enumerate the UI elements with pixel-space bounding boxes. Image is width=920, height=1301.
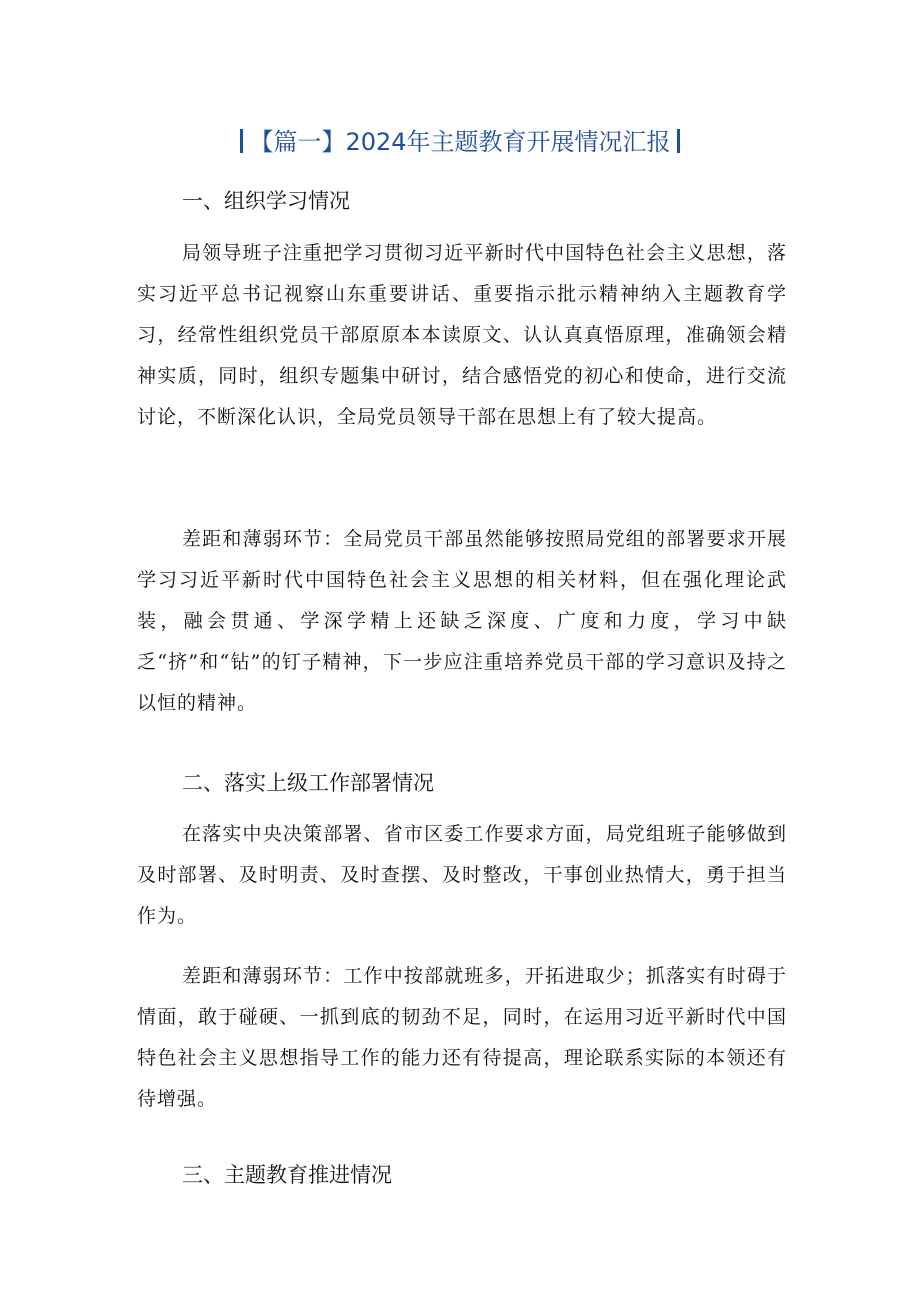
section-3-heading: 三、主题教育推进情况 <box>182 1163 392 1187</box>
title-right-bar <box>677 129 680 153</box>
section-1-paragraph-1: 局领导班子注重把学习贯彻习近平新时代中国特色社会主义思想，落实习近平总书记视察山东重要讲话、重要指示批示精神纳入主题教育学习，经常性组织党员干部原原本本读原文、认认真真悟原理，准确领会精神实质，同时，组织专题集中研讨，结合感悟党的初心和使命，进行交流讨论，不断深化认识，全局党员领导干部在思想上有了较大提高。 <box>137 242 787 428</box>
section-2-paragraph-2: 差距和薄弱环节：工作中按部就班多，开拓进取少；抓落实有时碍于情面，敢于碰硬、一抓到底的韧劲不足，同时，在运用习近平新时代中国特色社会主义思想指导工作的能力还有待提高，理论联系实际的本领还有待增强。 <box>137 965 787 1110</box>
title-left-bar <box>240 129 243 153</box>
section-1-heading: 一、组织学习情况 <box>182 189 350 213</box>
document-title: 【篇一】2024年主题教育开展情况汇报 <box>249 128 671 156</box>
section-2-heading: 二、落实上级工作部署情况 <box>182 771 434 795</box>
section-2-paragraph-1: 在落实中央决策部署、省市区委工作要求方面，局党组班子能够做到及时部署、及时明责、及时查摆、及时整改，干事创业热情大，勇于担当作为。 <box>137 823 787 927</box>
document-title-line <box>0 124 920 160</box>
section-1-paragraph-2: 差距和薄弱环节：全局党员干部虽然能够按照局党组的部署要求开展学习习近平新时代中国特色社会主义思想的相关材料，但在强化理论武装，融会贯通、学深学精上还缺乏深度、广度和力度，学习中缺乏“挤”和“钻”的钉子精神，下一步应注重培养党员干部的学习意识及持之以恒的精神。 <box>137 528 787 714</box>
